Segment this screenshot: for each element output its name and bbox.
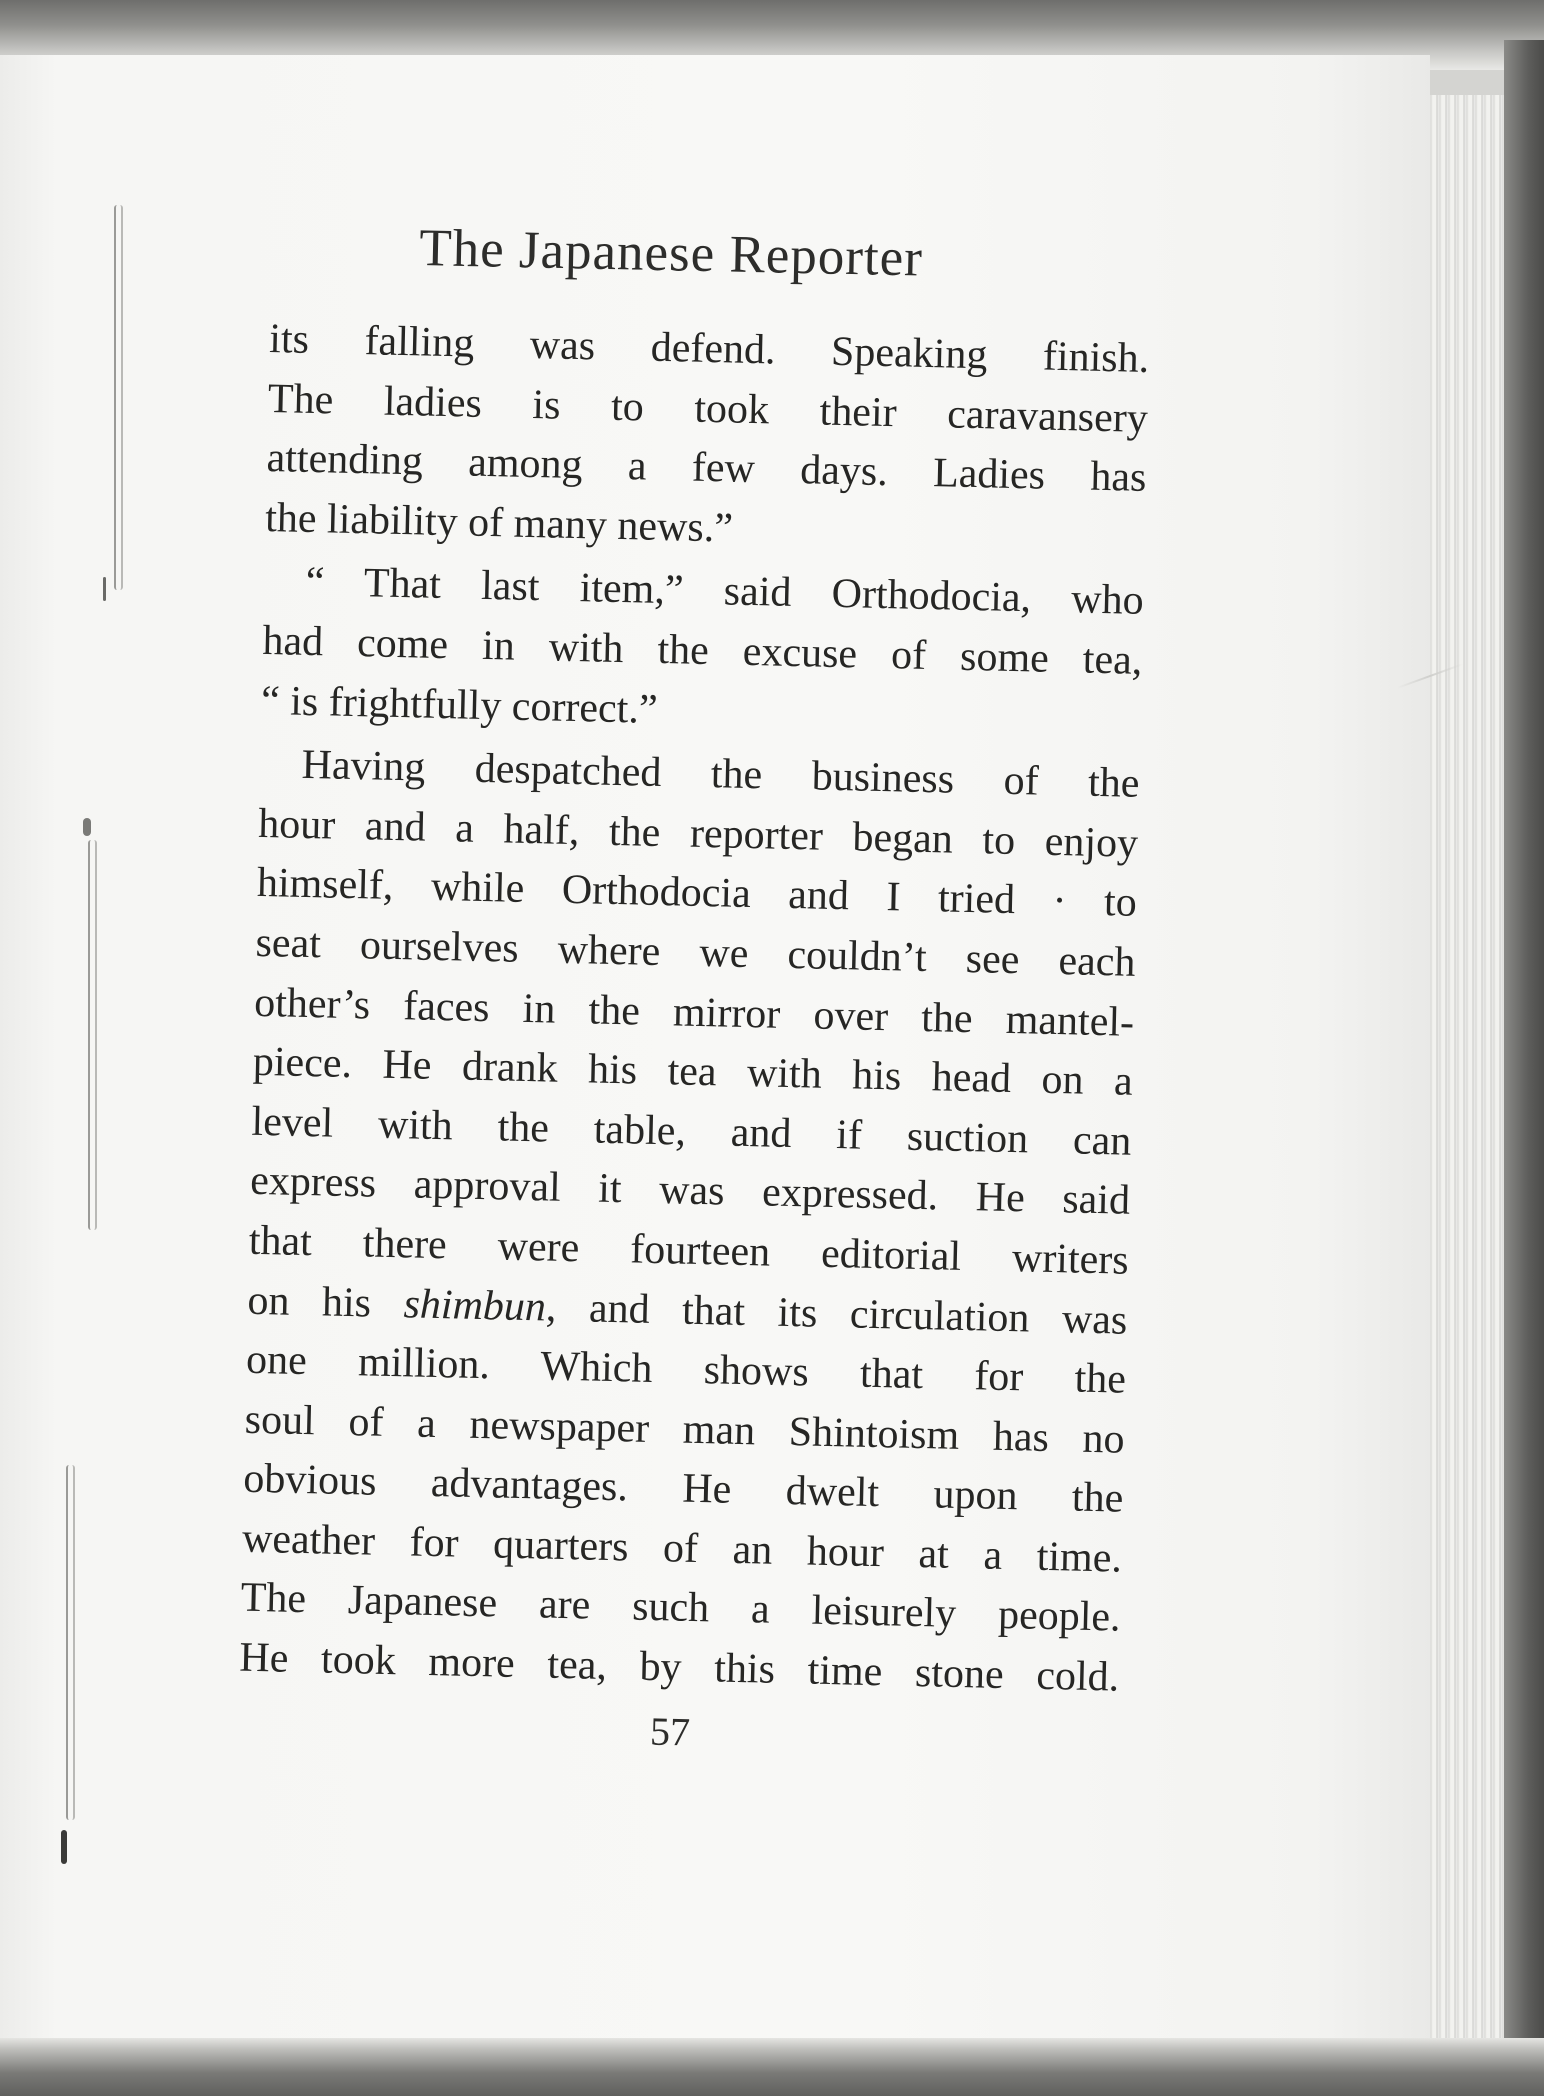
text-line: The Japanese are such a leisurely people. bbox=[240, 1575, 1122, 1642]
text-line: “ That last item,” said Orthodocia, who bbox=[305, 559, 1145, 625]
line-text-after-italic: , and that its circulation was bbox=[545, 1284, 1128, 1344]
text-line: himself, while Orthodocia and I tried · to bbox=[256, 860, 1138, 927]
text-line: had come in with the excuse of some tea, bbox=[261, 617, 1143, 684]
text-line: weather for quarters of an hour at a time. bbox=[241, 1515, 1123, 1582]
book-cover-edge bbox=[1504, 40, 1544, 2096]
text-line: other’s faces in the mirror over the mantel- bbox=[253, 979, 1135, 1046]
text-line: attending among a few days. Ladies has bbox=[266, 435, 1147, 502]
binding-hole bbox=[83, 818, 91, 836]
page-number: 57 bbox=[649, 1708, 691, 1755]
text-line: level with the table, and if suction can bbox=[251, 1098, 1132, 1165]
text-line: express approval it was expressed. He said bbox=[249, 1158, 1131, 1225]
binding-hole bbox=[103, 577, 106, 601]
running-head: The Japanese Reporter bbox=[418, 218, 924, 288]
text-line: soul of a newspaper man Shintoism has no bbox=[244, 1396, 1126, 1463]
binding-thread-mark bbox=[88, 840, 97, 1230]
body-text bbox=[239, 310, 1150, 1708]
binding-thread-mark bbox=[66, 1465, 75, 1820]
binding-thread-mark bbox=[114, 205, 123, 590]
text-line: He took more tea, by this time stone cold. bbox=[238, 1634, 1120, 1701]
text-line: its falling was defend. Speaking finish. bbox=[268, 315, 1150, 382]
scan-bottom-edge bbox=[0, 2038, 1544, 2096]
binding-hole bbox=[61, 1830, 67, 1864]
text-line: one million. Which shows that for the bbox=[245, 1336, 1127, 1403]
line-text-before-italic: on his bbox=[247, 1277, 405, 1327]
italic-word: shimbun bbox=[403, 1280, 547, 1331]
text-line: obvious advantages. He dwelt upon the bbox=[242, 1455, 1124, 1522]
page-stack-edge bbox=[1422, 95, 1504, 2065]
text-line: Having despatched the business of the bbox=[301, 741, 1140, 807]
text-line: that there were fourteen editorial writers bbox=[248, 1217, 1130, 1284]
text-line: hour and a half, the reporter began to enjoy bbox=[257, 800, 1139, 867]
text-line: the liability of many news.” bbox=[264, 494, 734, 552]
text-line: seat ourselves where we couldn’t see each bbox=[255, 919, 1136, 986]
text-line: The ladies is to took their caravansery bbox=[267, 375, 1149, 442]
text-line: piece. He drank his tea with his head on a bbox=[252, 1038, 1134, 1105]
text-line: “ is frightfully correct.” bbox=[260, 677, 659, 733]
